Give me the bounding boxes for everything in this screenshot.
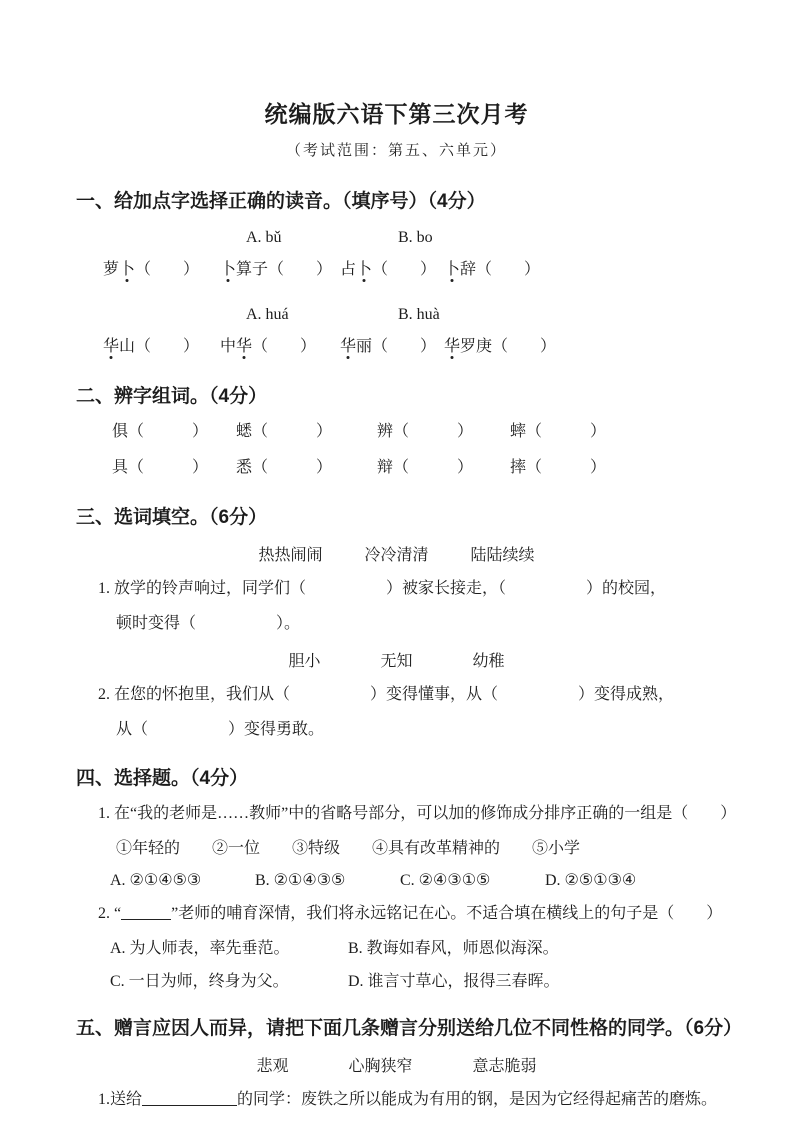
answer-blank: （ ） [393,459,474,476]
q2-prefix: 2. “ [98,905,122,922]
answer-blank: （ ） [268,261,333,278]
choice-b: B. ②①④③⑤ [255,872,346,889]
bank-word: 陆陆续续 [470,547,535,564]
choice-c: C. 一日为师，终身为父。 [110,973,289,990]
char: 摔 [510,459,527,476]
s3-q2-line1: 2. 在您的怀抱里，我们从（ ）变得懂事，从（ ）变得成熟， [98,686,675,703]
s1-group1-pinyin-options [76,229,717,247]
bank-word: 热热闹闹 [258,547,323,564]
char: 蟋 [236,423,253,440]
dotted-char: 卜 [119,261,136,278]
char-item [236,420,377,444]
answer-blank: （ ） [393,423,474,440]
q2-suffix: ”老师的哺育深情，我们将永远铭记在心。不适合填在横线上的句子是（ ） [171,905,723,922]
char-item [510,420,606,444]
char-item [510,456,606,480]
section3-heading: 三、选词填空。（6分） [76,507,268,528]
pinyin-option-a: A. huá [246,306,289,323]
dotted-char: 卜 [356,261,373,278]
char: 俱 [112,423,129,440]
section-1-pronunciation [76,186,717,359]
s1-group1-words [76,258,717,282]
answer-blank: （ ） [128,423,209,440]
word-pre: 萝 [103,261,120,278]
s4-q2-choices-row2 [76,968,717,991]
char: 蟀 [510,423,527,440]
s4-q1-choices [76,870,717,890]
s5-item1 [76,1088,717,1111]
char-item [377,456,510,480]
dotted-char: 华 [103,338,120,355]
word-item [103,335,220,359]
item1-suffix: 的同学：废铁之所以能成为有用的钢，是因为它经得起痛苦的磨炼。 [237,1091,718,1108]
dotted-char: 卜 [220,261,237,278]
word-post: 丽 [356,338,373,355]
answer-blank: （ ） [372,261,437,278]
bank-word: 悲观 [256,1058,289,1075]
dotted-char: 华 [444,338,461,355]
word-item [444,335,556,359]
word-bank-3 [76,1053,717,1076]
char: 具 [112,459,129,476]
char-item [236,456,377,480]
dotted-char: 华 [236,338,253,355]
word-post: 算子 [236,261,269,278]
char-item [112,456,236,480]
item1-prefix: 1.送给 [98,1091,143,1108]
word-item [444,258,540,282]
answer-blank: （ ） [492,338,557,355]
section-4-multiple-choice [76,763,737,991]
s1-group2-pinyin-options [76,306,717,324]
s4-q2-choices-row1 [76,935,717,958]
answer-blank: （ ） [252,459,333,476]
dotted-char: 华 [340,338,357,355]
s1-group2-words [76,335,717,359]
word-pre: 中 [220,338,237,355]
s3-q1-line2: 顿时变得（ ）。 [116,615,301,632]
bank-word: 幼稚 [472,653,505,670]
word-item [340,335,444,359]
word-pre: 占 [340,261,357,278]
answer-blank: （ ） [128,459,209,476]
section-3-fill-in-words [76,502,717,741]
choice-d: D. 谁言寸草心，报得三春晖。 [348,973,560,990]
choice-b: B. 教诲如春风，师恩似海深。 [348,940,559,957]
s2-row2 [76,456,717,480]
word-item [220,258,340,282]
choice-a: A. 为人师表，率先垂范。 [110,940,290,957]
word-bank-2 [76,648,717,671]
bank-word: 胆小 [288,653,321,670]
answer-blank: （ ） [476,261,541,278]
word-post: 辞 [460,261,477,278]
bank-word: 意志脆弱 [472,1058,537,1075]
pinyin-option-b: B. huà [398,306,440,323]
answer-blank: （ ） [135,261,200,278]
char: 悉 [236,459,253,476]
char-item [377,420,510,444]
s3-q2-line2: 从（ ）变得勇敢。 [116,721,325,738]
char: 辨 [377,423,394,440]
bank-word: 冷冷清清 [364,547,429,564]
answer-blank: （ ） [526,423,607,440]
pinyin-option-a: A. bǔ [246,229,282,246]
answer-blank: （ ） [135,338,200,355]
word-post: 山 [119,338,136,355]
bank-word: 心胸狭窄 [348,1058,413,1075]
s2-row1 [76,420,717,444]
exam-title: 统编版六语下第三次月考 [264,101,529,127]
char-item [112,420,236,444]
answer-blank: （ ） [252,423,333,440]
section4-heading: 四、选择题。（4分） [76,768,249,789]
s4-q1-stem: 1. 在“我的老师是……教师”中的省略号部分，可以加的修饰成分排序正确的一组是（ ） [98,805,737,822]
pinyin-option-b: B. bo [398,229,433,246]
answer-underline [121,905,171,920]
word-post: 罗庚 [460,338,493,355]
section1-heading: 一、给加点字选择正确的读音。（填序号）（4分） [76,191,486,212]
section-2-word-formation [76,381,717,480]
dotted-char: 卜 [444,261,461,278]
word-item [340,258,444,282]
answer-blank: （ ） [526,459,607,476]
exam-scope-subtitle: （考试范围：第五、六单元） [285,143,507,159]
section-5-dedications [76,1013,743,1111]
answer-blank: （ ） [372,338,437,355]
s4-q1-numbered-items: ①年轻的 ②一位 ③特级 ④具有改革精神的 ⑤小学 [116,840,581,857]
word-item [103,258,220,282]
answer-blank: （ ） [252,338,317,355]
choice-c: C. ②④③①⑤ [400,872,491,889]
section5-heading: 五、赠言应因人而异，请把下面几条赠言分别送给几位不同性格的同学。（6分） [76,1018,743,1039]
char: 辩 [377,459,394,476]
word-item [220,335,340,359]
section2-heading: 二、辨字组词。（4分） [76,386,268,407]
choice-a: A. ②①④⑤③ [110,872,202,889]
choice-d: D. ②⑤①③④ [545,872,637,889]
s3-q1-line1: 1. 放学的铃声响过，同学们（ ）被家长接走，（ ）的校园， [98,580,667,597]
bank-word: 无知 [380,653,413,670]
answer-underline [142,1091,237,1106]
word-bank-1 [76,542,717,565]
s4-q2-stem [76,902,723,925]
